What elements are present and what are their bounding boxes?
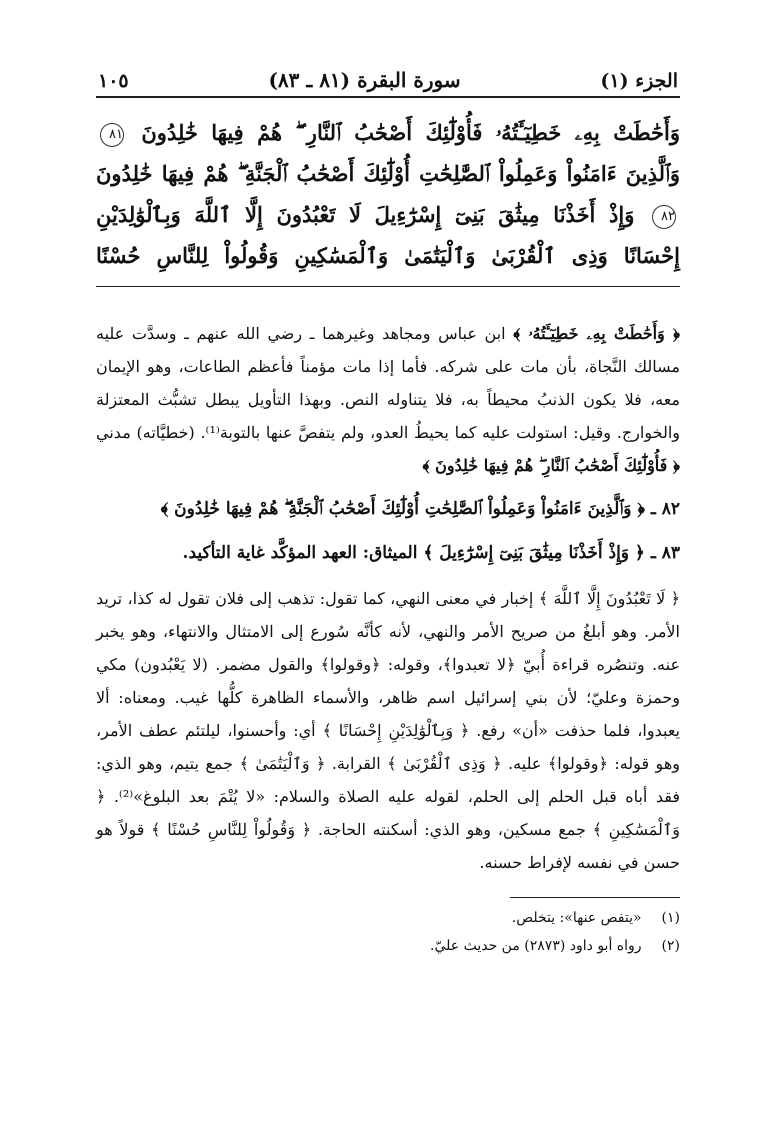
page-number: ١٠٥ [98,70,129,92]
footnote-text: رواه أبو داود (٢٨٧٣) من حديث عليّ. [430,938,642,954]
footnotes [96,904,680,960]
verse-item-82 [96,492,680,526]
ayah-number-marker: ٨١ [100,123,124,147]
verse-item-83 [96,536,680,570]
ayah-number-marker: ٨٢ [652,205,676,229]
tafsir-paragraph: ﴿ لَا تَعْبُدُونَ إِلَّا ٱللَّهَ ﴾ إخبار في معنى النهي، كما تقول: تذهب إلى فلان تقول له كذا، تريد الأمر. وهو أبلغُ من صريح الأمر والنهي، لأنه كأنَّه سُورع إلى الامتثال والانتهاء، وهو يخبر عنه. وتنصُره قراءة أُبيّ ﴿لا تعبدوا﴾، وقوله: ﴿وقولوا﴾ والقول مضمر. (لا يَعْبُدون) مكي وحمزة وعليّ؛ لأن بني إسرائيل اسم ظاهر، والأسماء الظاهرة كلُّها غيب. ومعناه: ألا يعبدوا، فلما حذفت «أن» رفع. ﴿ وَبِٱلْوَٰلِدَيْنِ إِحْسَانًا ﴾ أي: وأحسنوا، ليلتئم عطف الأمر، وهو قوله: ﴿وقولوا﴾ عليه. ﴿ وَذِى ٱلْقُرْبَىٰ ﴾ القرابة. ﴿ وَٱلْيَتَٰمَىٰ ﴾ جمع يتيم، وهو الذي: فقد أباه قبل الحلم إلى الحلم، لقوله عليه الصلاة والسلام: «لا يُتْمَ بعد البلوغ»⁽²⁾. ﴿ وَٱلْمَسَٰكِينِ ﴾ جمع مسكين، وهو الذي: أسكنته الحاجة. ﴿ وَقُولُواْ لِلنَّاسِ حُسْنًا ﴾ قولاً هو حسن في نفسه لإفراط حسنه. [96,589,680,872]
quran-segment: وَأَحَٰطَتْ بِهِۦ خَطِيٓـَٔتُهُۥ فَأُوْلَٰٓئِكَ أَصْحَٰبُ ٱلنَّارِ ۖ هُمْ فِيهَا خَٰلِدُونَ [141,120,680,145]
quran-text-block [96,112,680,287]
verse-quote: ﴿ وَإِذْ أَخَذْنَا مِيثَٰقَ بَنِىٓ إِسْرَٰٓءِيلَ ﴾ [423,543,645,563]
commentary-paragraph [96,317,680,482]
verse-item-number: ٨٣ ـ [650,543,680,563]
footnote-number: (١) [661,910,680,926]
verse-quote: ﴿ وَٱلَّذِينَ ءَامَنُواْ وَعَمِلُواْ ٱلصَّٰلِحَٰتِ أُوْلَٰٓئِكَ أَصْحَٰبُ ٱلْجَنَّةِ ۖ هُمْ فِيهَا خَٰلِدُونَ ﴾ [160,499,645,519]
surah-title: سورة البقرة (٨١ ـ ٨٣) [268,68,461,92]
footnote-item [96,932,680,960]
commentary-text: ابن عباس ومجاهد وغيرهما ـ رضي الله عنهم ـ وسدَّت عليه مسالك النَّجاة، بأن مات على شركه. فأما إذا مات مؤمناً فأعظم الطاعات، وهو الإيمان معه، فلا يكون الذنبُ محيطاً به، فلا يتناوله النص. وبهذا التأويل يبطل تشبُّث المعتزلة والخوارج. وقيل: استولت عليه كما يحيطُ العدو، ولم يتفصَّ عنها بالتوبة⁽¹⁾. (خطيَّاته) مدني [96,324,680,442]
part-label: الجزء (١) [600,70,678,92]
page-header [96,52,680,98]
verse-quote: ﴿ وَأَحَٰطَتْ بِهِۦ خَطِيٓـَٔتُهُۥ ﴾ [513,324,680,343]
quran-segment: وَإِذْ أَخَذْنَا مِيثَٰقَ بَنِىٓ إِسْرَٰٓءِيلَ لَا تَعْبُدُونَ إِلَّا ٱللَّهَ وَبِٱلْوَٰلِدَيْنِ إِحْسَانًا وَذِى ٱلْقُرْبَىٰ وَٱلْيَتَٰمَىٰ وَٱلْمَسَٰكِينِ وَقُولُواْ لِلنَّاسِ حُسْنًا [96,202,680,268]
footnote-text: «يتفص عنها»: يتخلص. [511,910,642,926]
verse-item-number: ٨٢ ـ [650,499,680,519]
commentary-text: الميثاق: العهد المؤكَّد غاية التأكيد. [182,543,418,563]
footnote-divider [510,897,680,898]
footnote-number: (٢) [661,938,680,954]
footnote-item [96,904,680,932]
quran-segment: وَٱلَّذِينَ ءَامَنُواْ وَعَمِلُواْ ٱلصَّٰلِحَٰتِ أُوْلَٰٓئِكَ أَصْحَٰبُ ٱلْجَنَّةِ ۖ هُمْ فِيهَا خَٰلِدُونَ [96,161,680,186]
book-page [96,52,680,1112]
verse-quote: ﴿ فَأُوْلَٰٓئِكَ أَصْحَٰبُ ٱلنَّارِ ۖ هُمْ فِيهَا خَٰلِدُونَ ﴾ [422,456,680,475]
